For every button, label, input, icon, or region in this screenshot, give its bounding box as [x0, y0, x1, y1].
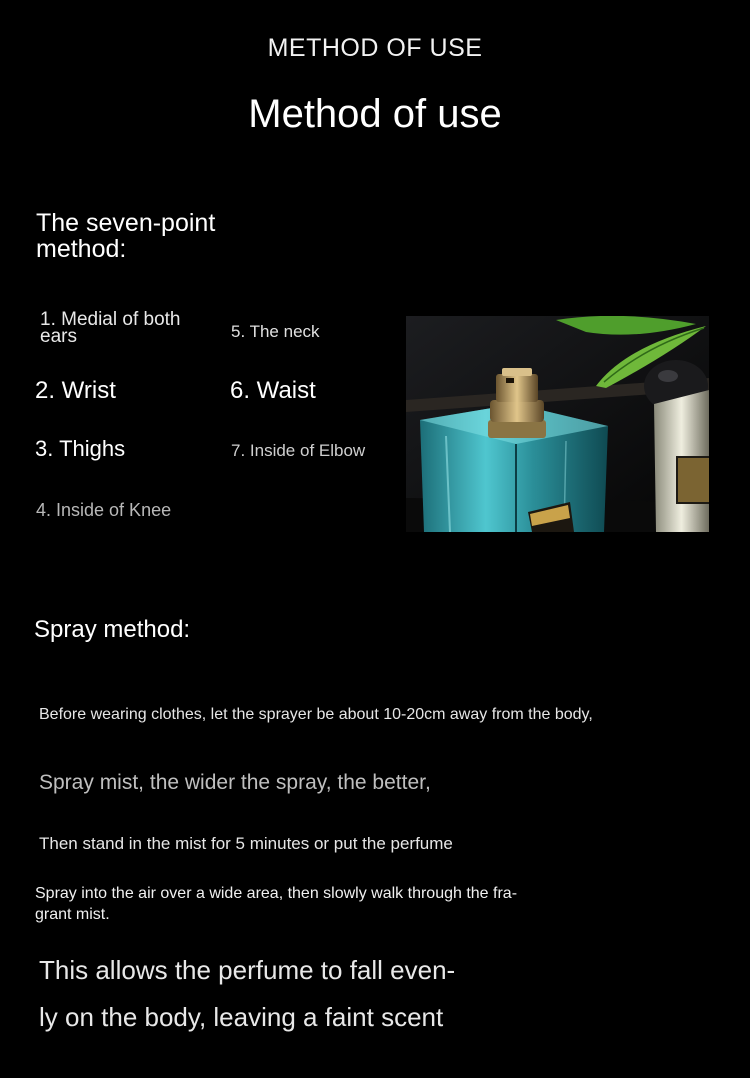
spray-step-4: Spray into the air over a wide area, then slowly walk through the fra- grant mist.	[35, 885, 518, 923]
spray-step-1: Before wearing clothes, let the sprayer be about 10-20cm away from the body,	[39, 706, 593, 723]
spray-step-6: ly on the body, leaving a faint scent	[39, 1002, 444, 1032]
page-subtitle: METHOD OF USE	[267, 34, 483, 62]
spray-step-5: This allows the perfume to fall even-	[39, 955, 456, 985]
spray-step-2: Spray mist, the wider the spray, the better,	[39, 771, 431, 794]
perfume-bottle-photo	[406, 316, 709, 532]
point-1: 1. Medial of both ears	[40, 309, 181, 347]
spray-method-heading: Spray method:	[34, 616, 191, 643]
point-3: 3. Thighs	[35, 436, 126, 461]
point-7: 7. Inside of Elbow	[231, 441, 366, 460]
point-4: 4. Inside of Knee	[36, 500, 172, 520]
seven-point-heading: The seven-point method:	[36, 209, 216, 263]
point-6: 6. Waist	[230, 377, 316, 404]
point-5: 5. The neck	[231, 322, 320, 341]
page-title: Method of use	[248, 92, 502, 136]
point-2: 2. Wrist	[35, 377, 116, 404]
spray-step-3: Then stand in the mist for 5 minutes or put the perfume	[39, 834, 453, 853]
